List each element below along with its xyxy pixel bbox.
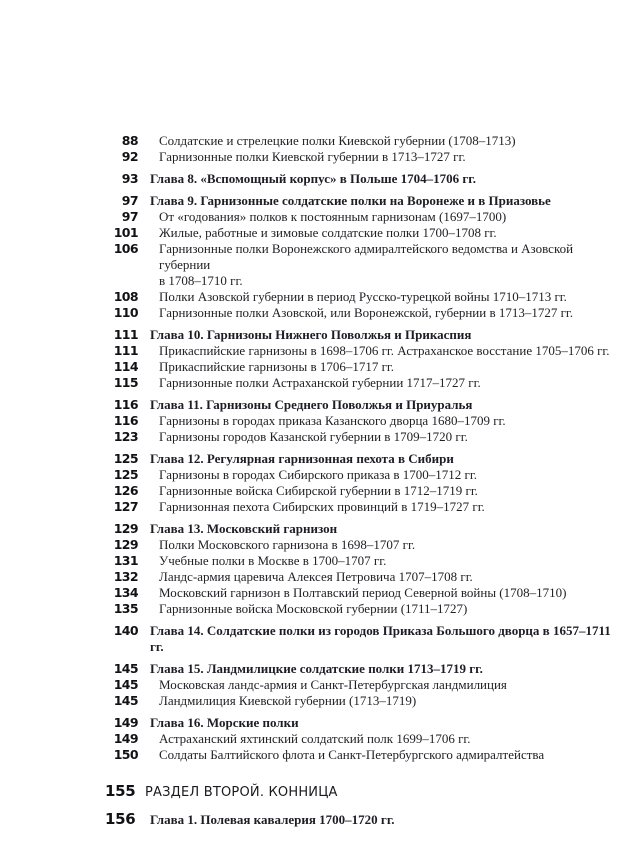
toc-rows — [0, 133, 630, 828]
page-number: 145 — [113, 693, 138, 708]
page-number: 127 — [113, 499, 138, 514]
page-number: 123 — [113, 429, 138, 444]
page-number: 134 — [113, 585, 138, 600]
toc-entry-title: Гарнизонная пехота Сибирских провинций в 1719–1727 гг. — [159, 499, 485, 514]
toc-entry-text — [159, 499, 485, 515]
toc-entry-text — [145, 785, 338, 801]
page-number: 149 — [113, 715, 138, 730]
toc-row — [105, 327, 630, 343]
toc-row — [105, 693, 630, 709]
toc-entry-title: Гарнизонные полки Азовской, или Воронежской, губернии в 1713–1727 гг. — [159, 305, 574, 320]
toc-row — [105, 375, 630, 391]
toc-entry-text — [150, 521, 337, 537]
page-number: 129 — [113, 521, 138, 536]
toc-row — [105, 585, 630, 601]
toc-row — [105, 193, 630, 209]
toc-row — [105, 623, 630, 655]
page-number: 97 — [121, 193, 138, 208]
toc-entry-title: Глава 11. Гарнизоны Среднего Поволжья и Приуралья — [150, 397, 473, 412]
toc-entry-text — [159, 537, 415, 553]
toc-row — [105, 661, 630, 677]
page-number: 135 — [113, 601, 138, 616]
toc-row — [105, 413, 630, 429]
page-number: 108 — [113, 289, 138, 304]
toc-entry-title: Глава 1. Полевая кавалерия 1700–1720 гг. — [150, 812, 395, 827]
page-number: 156 — [105, 810, 136, 828]
toc-entry-text — [159, 731, 471, 747]
toc-entry-text — [159, 343, 610, 359]
toc-entry-text — [150, 812, 395, 828]
toc-entry-title: Гарнизоны в городах Сибирского приказа в 1700–1712 гг. — [159, 467, 477, 482]
toc-entry-text — [159, 133, 516, 149]
toc-entry-text — [150, 171, 476, 187]
toc-entry-title: Московская ландс-армия и Санкт-Петербургская ландмилиция — [159, 677, 507, 692]
toc-row — [105, 149, 630, 165]
page-number: 114 — [113, 359, 138, 374]
page-number: 111 — [113, 327, 138, 342]
toc-entry-text — [150, 623, 618, 655]
toc-entry-title: Прикаспийские гарнизоны в 1698–1706 гг. Астраханское восстание 1705–1706 гг. — [159, 343, 610, 358]
toc-row — [105, 289, 630, 305]
page-number: 101 — [113, 225, 138, 240]
toc-entry-text — [150, 327, 471, 343]
toc-entry-text — [150, 451, 454, 467]
toc-entry-title: Жилые, работные и зимовые солдатские полки 1700–1708 гг. — [159, 225, 497, 240]
toc-row — [105, 783, 630, 801]
toc-entry-title: Ландмилиция Киевской губернии (1713–1719) — [159, 693, 417, 708]
toc-entry-title: Глава 16. Морские полки — [150, 715, 299, 730]
toc-entry-title: Гарнизоны в городах приказа Казанского дворца 1680–1709 гг. — [159, 413, 506, 428]
page-number: 92 — [121, 149, 138, 164]
toc-entry-text — [159, 209, 506, 225]
toc-entry-title: Гарнизонные полки Воронежского адмиралтейского ведомства и Азовской губернии — [159, 241, 574, 272]
toc-row — [105, 467, 630, 483]
page-number: 129 — [113, 537, 138, 552]
toc-row — [105, 569, 630, 585]
toc-entry-title: Солдаты Балтийского флота и Санкт-Петербургского адмиралтейства — [159, 747, 545, 762]
toc-row — [105, 397, 630, 413]
toc-entry-title: Глава 12. Регулярная гарнизонная пехота в Сибири — [150, 451, 454, 466]
page-number: 110 — [113, 305, 138, 320]
toc-entry-text — [159, 553, 386, 569]
toc-entry-title: Глава 8. «Вспомощный корпус» в Польше 1704–1706 гг. — [150, 171, 476, 186]
toc-entry-title: Учебные полки в Москве в 1700–1707 гг. — [159, 553, 387, 568]
toc-entry-title: Гарнизонные полки Астраханской губернии 1717–1727 гг. — [159, 375, 481, 390]
toc-entry-title: Гарнизонные войска Московской губернии (1711–1727) — [159, 601, 468, 616]
page-number: 145 — [113, 677, 138, 692]
toc-entry-title: Гарнизонные полки Киевской губернии в 1713–1727 гг. — [159, 149, 466, 164]
page-number: 126 — [113, 483, 138, 498]
toc-entry-text — [159, 569, 473, 585]
toc-entry-title: Полки Московского гарнизона в 1698–1707 гг. — [159, 537, 416, 552]
toc-entry-text — [159, 467, 477, 483]
toc-entry-text — [150, 397, 472, 413]
toc-entry-title: Гарнизонные войска Сибирской губернии в 1712–1719 гг. — [159, 483, 478, 498]
toc-entry-text — [159, 375, 481, 391]
toc-row — [105, 483, 630, 499]
toc-row — [105, 305, 630, 321]
toc-entry-text — [159, 429, 468, 445]
toc-row — [105, 359, 630, 375]
toc-entry-text — [159, 413, 506, 429]
page-number: 132 — [113, 569, 138, 584]
toc-row — [105, 747, 630, 763]
toc-row — [105, 553, 630, 569]
toc-entry-text — [159, 483, 478, 499]
toc-row — [105, 677, 630, 693]
toc-row — [105, 521, 630, 537]
toc-row — [105, 537, 630, 553]
toc-entry-text — [159, 585, 566, 601]
toc-entry-text — [159, 289, 567, 305]
toc-row — [105, 429, 630, 445]
toc-entry-title: Солдатские и стрелецкие полки Киевской губернии (1708–1713) — [159, 133, 516, 148]
toc-row — [105, 715, 630, 731]
toc-row — [105, 499, 630, 515]
toc-row — [105, 209, 630, 225]
page-number: 116 — [113, 413, 138, 428]
toc-row — [105, 343, 630, 359]
toc-row — [105, 601, 630, 617]
toc-entry-text — [150, 193, 551, 209]
page-number: 111 — [113, 343, 138, 358]
toc-entry-title: Глава 10. Гарнизоны Нижнего Поволжья и Прикаспия — [150, 327, 472, 342]
page-number: 125 — [113, 451, 138, 466]
page-number: 155 — [105, 782, 136, 800]
page-number: 88 — [121, 133, 138, 148]
toc-entry-text — [159, 677, 507, 693]
toc-entry-title: Прикаспийские гарнизоны в 1706–1717 гг. — [159, 359, 395, 374]
toc-entry-title: Глава 9. Гарнизонные солдатские полки на Воронеже и в Приазовье — [150, 193, 551, 208]
toc-entry-title: От «годования» полков к постоянным гарнизонам (1697–1700) — [159, 209, 507, 224]
toc-row — [105, 225, 630, 241]
toc-entry-text — [159, 359, 394, 375]
toc-entry-title: Глава 14. Солдатские полки из городов Приказа Большого дворца в 1657–1711 гг. — [150, 623, 611, 654]
toc-entry-text — [159, 693, 416, 709]
toc-entry-text — [159, 305, 573, 321]
toc-row — [105, 811, 630, 828]
toc-entry-title: Московский гарнизон в Полтавский период Северной войны (1708–1710) — [159, 585, 567, 600]
page-number: 97 — [121, 209, 138, 224]
toc-entry-title: Глава 13. Московский гарнизон — [150, 521, 338, 536]
toc-entry-text — [159, 149, 466, 165]
page-number: 125 — [113, 467, 138, 482]
page-number: 150 — [113, 747, 138, 762]
page-number: 115 — [113, 375, 138, 390]
page-number: 131 — [113, 553, 138, 568]
page-number: 116 — [113, 397, 138, 412]
toc-entry-text — [159, 601, 467, 617]
toc-entry-title: Ландс-армия царевича Алексея Петровича 1707–1708 гг. — [159, 569, 473, 584]
toc-row — [105, 171, 630, 187]
page-number: 145 — [113, 661, 138, 676]
toc-entry-text — [159, 241, 619, 289]
toc-entry-text — [159, 747, 544, 763]
toc-entry-title: Астраханский яхтинский солдатский полк 1699–1706 гг. — [159, 731, 471, 746]
page-number: 93 — [121, 171, 138, 186]
toc-entry-title: Полки Азовской губернии в период Русско-турецкой войны 1710–1713 гг. — [159, 289, 567, 304]
toc-entry-title: Гарнизоны городов Казанской губернии в 1709–1720 гг. — [159, 429, 468, 444]
toc-entry-title: РАЗДЕЛ ВТОРОЙ. КОННИЦА — [145, 785, 338, 800]
toc-row — [105, 133, 630, 149]
page-number: 149 — [113, 731, 138, 746]
toc-row — [105, 731, 630, 747]
toc-entry-title: Глава 15. Ландмилицкие солдатские полки 1713–1719 гг. — [150, 661, 483, 676]
toc-row — [105, 451, 630, 467]
page-number: 140 — [113, 623, 138, 638]
toc-row — [105, 241, 630, 289]
page-number: 106 — [113, 241, 138, 256]
toc-entry-text — [159, 225, 497, 241]
toc-entry-text — [150, 661, 483, 677]
toc-entry-title-continuation: в 1708–1710 гг. — [159, 273, 243, 288]
toc-entry-text — [150, 715, 299, 731]
